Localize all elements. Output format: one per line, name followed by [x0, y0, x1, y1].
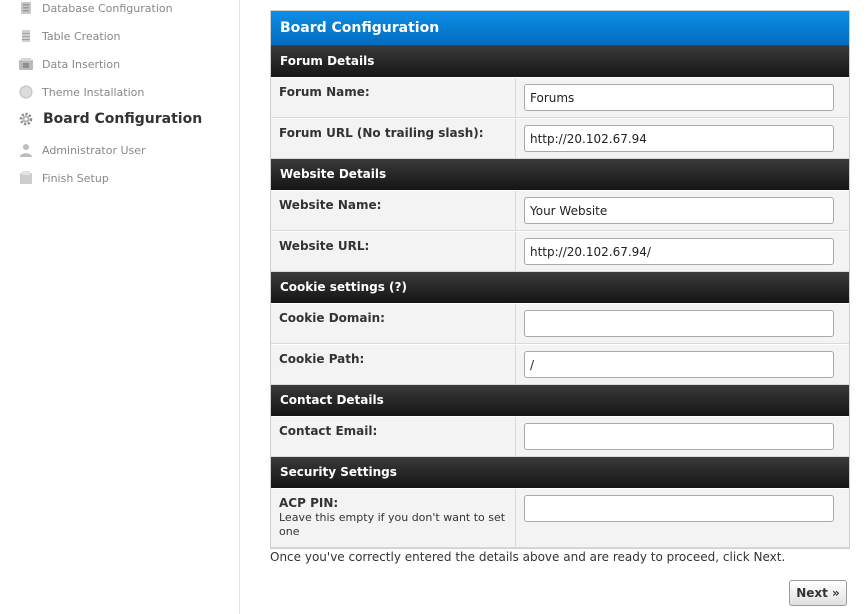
step-label: Finish Setup	[42, 171, 109, 185]
database-icon	[18, 0, 34, 16]
gear-icon	[18, 111, 34, 127]
data-insert-icon	[18, 56, 34, 72]
cookie-path-input[interactable]	[524, 351, 834, 378]
step-theme-installation	[18, 82, 144, 102]
cookie-path-row	[271, 344, 849, 385]
forum-url-row	[271, 118, 849, 159]
step-label: Data Insertion	[42, 57, 121, 71]
website-name-input[interactable]	[524, 197, 834, 224]
acp-pin-hint: Leave this empty if you don't want to set one	[279, 511, 506, 538]
step-data-insertion	[18, 54, 120, 74]
website-url-input[interactable]	[524, 238, 834, 265]
finish-icon	[18, 170, 34, 186]
contact-email-row	[271, 416, 849, 457]
section-contact-details: Contact Details	[271, 385, 849, 416]
website-name-row	[271, 190, 849, 231]
forum-url-input[interactable]	[524, 125, 834, 152]
website-name-label: Website Name:	[271, 191, 516, 230]
cookie-path-label: Cookie Path:	[271, 345, 516, 384]
step-database-configuration	[18, 0, 173, 18]
section-security-settings: Security Settings	[271, 457, 849, 488]
acp-pin-label: ACP PIN:	[279, 496, 339, 510]
step-label: Administrator User	[42, 143, 146, 157]
forum-url-label: Forum URL (No trailing slash):	[271, 119, 516, 158]
acp-pin-row	[271, 488, 849, 548]
section-cookie-settings[interactable]: Cookie settings (?)	[271, 272, 849, 303]
step-administrator-user	[18, 140, 146, 160]
step-finish-setup	[18, 168, 109, 188]
theme-icon	[18, 84, 34, 100]
contact-email-label: Contact Email:	[271, 417, 516, 456]
section-forum-details: Forum Details	[271, 46, 849, 77]
step-label: Database Configuration	[42, 1, 173, 15]
section-website-details: Website Details	[271, 159, 849, 190]
step-label: Board Configuration	[43, 111, 203, 127]
website-url-label: Website URL:	[271, 232, 516, 271]
user-icon	[18, 142, 34, 158]
step-label: Theme Installation	[42, 85, 145, 99]
cookie-domain-row	[271, 303, 849, 344]
cookie-domain-label: Cookie Domain:	[271, 304, 516, 343]
contact-email-input[interactable]	[524, 423, 834, 450]
forum-name-row	[271, 77, 849, 118]
website-url-row	[271, 231, 849, 272]
panel-title: Board Configuration	[271, 11, 849, 46]
acp-pin-input[interactable]	[524, 495, 834, 522]
acp-pin-label-group	[271, 489, 516, 547]
cookie-domain-input[interactable]	[524, 310, 834, 337]
proceed-instructions: Once you've correctly entered the details above and are ready to proceed, click Next.	[270, 550, 786, 564]
step-label: Table Creation	[42, 29, 121, 43]
table-icon	[18, 28, 34, 44]
step-board-configuration	[18, 109, 202, 129]
forum-name-input[interactable]	[524, 84, 834, 111]
installer-steps-sidebar	[0, 0, 240, 614]
forum-name-label: Forum Name:	[271, 78, 516, 117]
board-configuration-panel	[270, 10, 850, 549]
step-table-creation	[18, 26, 120, 46]
next-button[interactable]: Next »	[789, 580, 847, 606]
